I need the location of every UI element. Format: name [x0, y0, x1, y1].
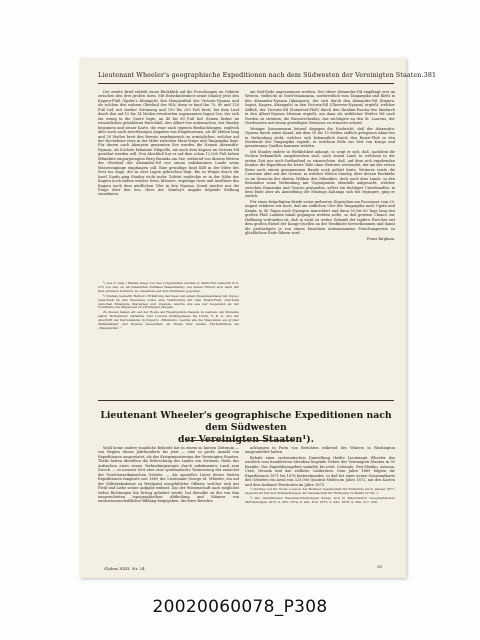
right-column-bottom — [245, 446, 395, 558]
paragraph: Mit Stanley endete in Wirklichkeit anlangt, so zeigt er sich, daß, nachdem die Pocken bekanntlich ausgebrochen sind, nach einem Land, in welchem in der ersten Zeit nur noch fortlaufend so einzurichten, daß, auf dem sich ergebenden Kondor, die Expedition die letzte Teile ohne Weiteres verwendet, der am der ersten Reise nach einem genommenen Bande noch gehört hatte. Weiteres reiste die Caravane aber mit der Grenze, in welcher Wilson Stanley, über dessen Rückkehr es im Zuwachs der oberen Wildnis den Mfumbiro, doch nach dem Lande, in den Reisenden seine Verbindung mit Unyanyembe ebenfalls aufgesucht, welcher zwischen Rumanika und Unyoro gestanden, selbst ein tüchtiger Unterhandler, in dem Ende aber als Ansiedlung der Muzingu Kahanga sich bei Nyangwe, ging er zurück. — [245, 149, 396, 199]
author-signature: Franz Birgham. — [366, 236, 395, 241]
left-column-bottom — [98, 446, 239, 566]
paragraph: Für einen beigefügten Briefe sowie mehreren Depeschen am Poceanzer vom 29. August erfahren wir noch, daß am südlichen Ufer des Tanganyika nach Ugufu und Kanda, in 40 Tagen nach Nyangwe marschiert und dann 50 bis 60 Tage lang den großen Fluß Lualaba hinab gegangen werden sollte, so daß gewisse Chance zur Hoffnung verbunden ist, daß in nicht zu weiter Zukunft der tapfere Forscher mit dem großen Rätsel der Kongo-Quellen an der Westküste hervorkommen und damit die großartigste je von einem Einzelnen unternommene Forschungsreise zu glücklichem Ende führen wird. — [245, 199, 395, 236]
running-head-title: Lieutenant Wheeler's geographische Expeditionen nach dem Südwesten der Vereinigten Staaten. — [98, 71, 424, 79]
paragraph: Der zweite Brief enthält einen Rückblick auf die Forschungen im Gebiete zwischen den drei großen Seen. Mit Entschiedenheit nennt Stanley jetzt den Kagera-Fluß (Speke's Kitangule) den Hauptzufluß des Victoria-Nyanza und als solchen den wahren Oberlauf des Nils, denn er fand ihn 70, 80 und 120 Fuß tief, mit starker Strömung und 150 bis 200 Fuß breit; bei dem Lauf durch den auf 10 bis 14 Meilen erweiterten sogenannten Ingezi See, der sich ein wenig in die Quere legte, an 40 bis 60 Fuß tief. Seinen bisher im wesentlichen gehaltenen Entschluß, den Albert-See aufzusuchen, hat Stanley begonnen und seiner Karte, die zwar nach eigenen Beobachtungen, zugleich aber auch nach zuverlässigen Angaben von Eingeborenen, als 40 Meilen lang und 30 Meilen breit den Beweis ergebnisreich zu ermöglichen, welcher auf der Hochebene etwa in der Mitte zwischen Muta-Nzige und Tanganyika liegt. Für diesen auch Akanyaru genannten See wurden die Namen Alexandra-Nyanza, als höchste bekannte Nilquelle, nie nach dem Kagera im Victoria-Nil gewöhnt werden will. Den Abschluß hat er auf dem schon 12,000 Fuß hohen Mfumbiro emporgeragten Berg Rwanda am See, während von diesem Westen der Oberlauf des Alexandra-Nil von einem unbekannten Lande seine Wasserzugänge empfangen soll. Eine gewaltige Insel fällt in der Mitte des Sees ins Auge, der in zwei Lagen gebrochen liegt. Bis zu Wegen durch die Insel Ugufu ging Stanley nicht mehr. Zuletzt entdeckte er in der Nähe des Kagera noch sieben weitere Seen, kleinere, ergiebige Seen und Ausflüsse des Kagera nach dem nördlichen Ufer in den Nyanza. Somit möchte nur die Frage über den See, Ihrer Art, Stanley's Angabe folgende Stellung einnehmen. — [98, 90, 239, 197]
title-rule — [185, 440, 295, 441]
right-column-top — [245, 90, 395, 394]
footnote: ¹) Vortrag von Dr. Oscar Loew in der Berliner Gesellschaft für Erdkunde am 6. Januar 1877; abgedruckt mit den Verhandlungen der Gesellschaft für Erdkunde zu Berlin IV. Bd. 1. — [245, 487, 395, 495]
paragraph: achtungen in Form von Berichten während des Winters in Washington ausgearbeitet haben. — [245, 446, 395, 455]
footnote: ¹) Aus d. engl.) Meilen lange von See vorgefunden werden (f. 4000 Fuß bemerkt in S. 275 von den ca. 40 bekannten Zuflüsse Wasserläufe), bei denen Führer sich nach der Zeit erinnern konnten, wo dieselben auf dem Festlande gegolten. — [98, 281, 239, 293]
section-rule — [98, 400, 394, 401]
running-head — [98, 68, 437, 82]
image-caption: 20020060078_P308 — [152, 597, 328, 617]
footnote: ²) Die betreffenden Reisebeschreibungen finden sich in Petermann's Geographischen Mittheilungen 1875, S. 455; 1874, S. 461, 455; 1875, S. 441; 1876, S. 290, 317, 458. — [245, 495, 395, 504]
document-page — [80, 58, 437, 578]
header-rule — [98, 83, 394, 84]
paragraph: Wohl keine andere staatliche Behörde hat in einem so kurzen Zeitraum — von Beginn dieses Jahrhunderts bis jetzt — eine so große Anzahl von Expeditionen ausgerüstet, als das Kriegsministerium der Vereinigten Staaten. Theils hatten dieselben die Erforschung des Laufes von Strömen, theils das Aufsuchen eines neuen Verbindungsweges durch unbekanntes Land zum Zweck, — in neuerer Zeit aber eine systematische Vermessung der zunächst der Nord-Amerikanischen Gebiete. — Als spezieller Leiter dieser letzten Expeditionen fungierte seit 1869 der Lieutenant George M. Wheeler, ein auf der Militärakademie zu Westpoint ausgebildeter Offizier, welcher sich mit Fleiß und Liebe seiner Aufgabe widmet. Das der Wissenschaft nach möglichst vielen Richtungen hin Ertrag geliefert werde, hat derselbe zu der von ihm ausgerichteten topographischen Abtheilung und Männer von naturwissenschaftlicher Bildung beigegeben, die ihrer Berichte — [98, 446, 239, 504]
signature-mark: 30 — [377, 564, 383, 569]
article-title-line: Lieutenant Wheeler's geographische Expeditionen nach dem Südwesten — [100, 410, 392, 433]
footnote: ²) Stanley bemerkt Burton's Erklärung des Sees und einen Zusammenhang mit Ugogo (Anschluß an den Ukerewe) sowie eine Verbindung mit dem Rusizi-Fluß; Anschluß zwischen Kitangule (Karagwe) und Uganda, welche wie aus der Gegenden an der Nordküste die Regenzeit zu verbringen pflegen. — [98, 293, 239, 310]
journal-footer: Globus XXXI. Nr. 24. — [104, 566, 146, 571]
paragraph: Behufs einer systematischen Darstellung theilte Lieutenant Wheeler das westlich vom hundertsten Meridian liegende Gebiet der Vereinigten Staaten in 95 Bezirke. Das Expeditionsgebiet umfaßte bis jetzt: Colorado, Neu-Mexiko, Arizona, Utah, Nevada und das südliche Californien. Dem Jahre 1869 folgten die Expeditionen 1871 bis 1876 hintereinander, so daß bei einer neuen Gesammtkarte des Gebietes ein Areal von 325,000 Quadrat Meilen im Jahre 1872, mit den Karten und dem Indianer-Territorien im Jahre 1875. — [245, 455, 395, 487]
footnote: Zu diesen haben wir auf der Route als Hauptpunkte Kagera zu nennen, am Südende selbst Tschambezi, Kafwima oder Lowoba (Kitangulesee bis Lindi), V. K. G. Aus der Abschrift der Kartenskizze in Ungarn: „Mfumbiro, welche wie die Wanyambo als großer Waffenkampf und Nyanza bezeichnet, an ihrem Ufer stehen Fischerhütten als „Tanganyika“.“ — [98, 310, 239, 330]
paragraph: Weniger Sonnenwarm leitend dagegen die Nachricht, daß der Alexandra-Nyanza durch einen Kanal, mit dem 10 bis 15 Meilen südlich gelegenen Akan-See in Verbindung steht, welcher sich bekanntlich durch den Rusizi-Fluß in den Nordende des Tanganyika ergießt, in welchem Falle zur Zeit von Kongo und gemeinsame Quellen kommen würden. — [245, 126, 395, 149]
page-number: 381 — [423, 71, 437, 79]
left-column-top — [98, 90, 239, 278]
paragraph: am Süd-Ende angenommen werden: Der obere Alexandra-Nil empfängt erst im Westen, vielleicht in Nord-Muanzania, nordwestlich vom Tanganyika und fließt in den Alexandra-Nyanza (Akanyaru), der sich durch den Alexandra-Nil (Kagera, Ingezi, Kagera, Kitangule) in den Victoria-Nil (Ukerewe-Nyanza) ergießt, welcher Abfluß, der Victoria-Nil (Somerset-Fluß) durch den Ibrahim-Pascha-See hindurch in den Albert-Nyanza Mwutan ergießt, um dann als wirklicher Weißer Nil nach Norden zu strömen; die Wasserscheiden, das wichtigste an den St. Lourenz, der Nordwesten mit einem gewaltigen Gewässer zu erinnern scheint. — [245, 90, 395, 126]
left-column-footnotes — [98, 282, 239, 394]
article-title-line: der Vereinigten Staaten¹). — [178, 434, 314, 445]
